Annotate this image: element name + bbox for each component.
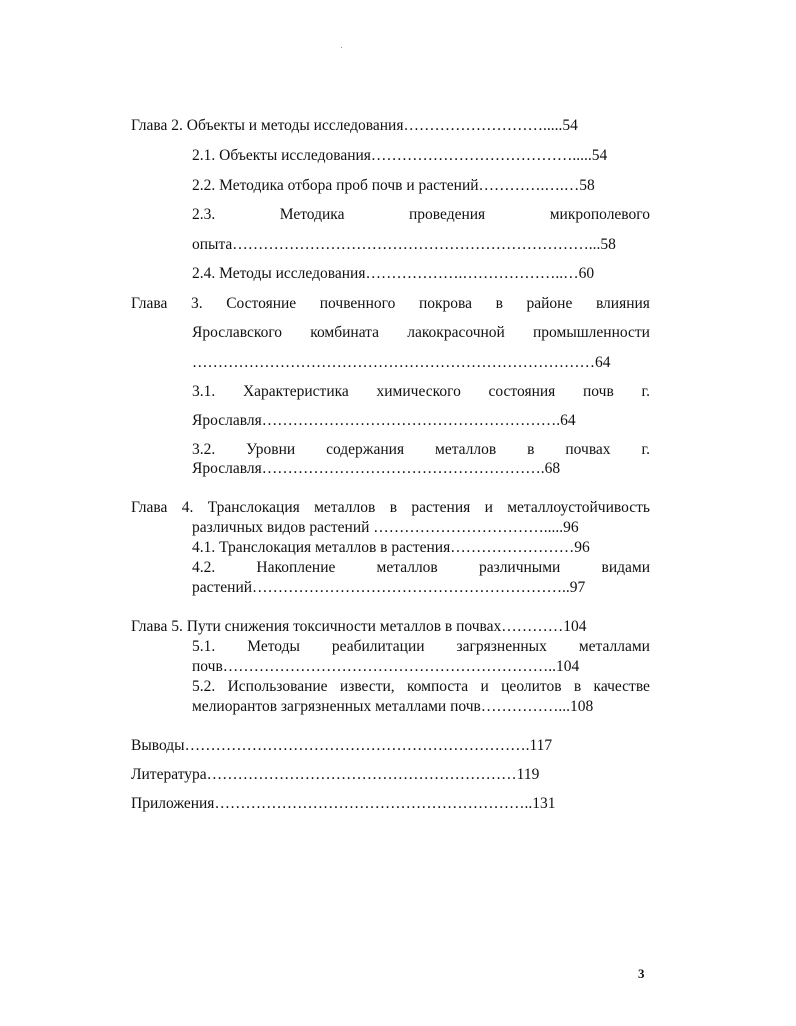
word: качестве xyxy=(593,678,650,695)
word: Методы xyxy=(247,638,300,655)
toc-section-3-1-cont: Ярославля………………………………………………….64 xyxy=(192,412,576,429)
word: Характеристика xyxy=(242,383,349,400)
word: металлоустойчивость xyxy=(507,499,650,516)
page-number: 3 xyxy=(638,966,645,981)
word: цеолитов xyxy=(501,678,562,695)
word: Уровни xyxy=(246,441,296,458)
toc-chapter-3-cont: ……………………………………………………………………64 xyxy=(192,354,611,371)
toc-section-2-4: 2.4. Методы исследования……………….………………..…60 xyxy=(192,265,595,282)
word: загрязненных xyxy=(456,638,547,655)
word: извести, xyxy=(339,678,395,695)
toc-section-2-1: 2.1. Объекты исследования………………………………….....54 xyxy=(192,147,608,164)
toc-section-4-1: 4.1. Транслокация металлов в растения……………………96 xyxy=(192,539,590,556)
word: и xyxy=(484,499,493,516)
word: в xyxy=(389,499,398,516)
word: содержания xyxy=(326,441,405,458)
word: металлами xyxy=(578,638,650,655)
word: Глава xyxy=(131,499,168,516)
word: почв xyxy=(583,383,614,400)
word: почвах xyxy=(565,441,611,458)
word: и xyxy=(480,678,489,695)
toc-chapter-2: Глава 2. Объекты и методы исследования……………………….....54 xyxy=(131,117,578,134)
word: комбината xyxy=(310,324,380,341)
toc-section-2-2: 2.2. Методика отбора проб почв и растений………….….…58 xyxy=(192,177,595,194)
word: 2.3. xyxy=(192,206,216,223)
word: растения xyxy=(411,499,471,516)
word: Транслокация xyxy=(207,499,300,516)
word: химического xyxy=(376,383,461,400)
toc-section-3-1 xyxy=(192,382,650,402)
word: компоста xyxy=(406,678,469,695)
word: различными xyxy=(478,559,561,576)
toc-chapter-5: Глава 5. Пути снижения токсичности металлов в почвах…………104 xyxy=(131,618,587,635)
toc-section-5-1 xyxy=(192,637,650,657)
word: лакокрасочной xyxy=(407,324,505,341)
scan-speck xyxy=(341,47,342,48)
toc-section-2-3 xyxy=(192,205,650,225)
word: в xyxy=(495,295,503,312)
toc-section-2-3-cont: опыта……………………………………………………………...58 xyxy=(192,236,616,253)
word: г. xyxy=(641,441,650,458)
toc-section-5-2-cont: мелиорантов загрязненных металлами почв……………...108 xyxy=(192,698,594,715)
word: 4.2. xyxy=(192,559,216,576)
toc-section-3-2-cont: Ярославля……………………………………………….68 xyxy=(192,460,561,477)
word: состояния xyxy=(488,383,556,400)
word: 3.2. xyxy=(192,441,216,458)
word: 5.1. xyxy=(192,638,216,655)
toc-section-4-2-cont: растений……………………………………………………..97 xyxy=(192,579,586,596)
toc-chapter-3-line-2 xyxy=(192,323,650,343)
toc-appendices: Приложения……………………………………………………..131 xyxy=(131,795,556,812)
word: в xyxy=(573,678,582,695)
toc-section-4-2 xyxy=(192,558,650,578)
word: микрополевого xyxy=(549,206,650,223)
word: Методика xyxy=(279,206,345,223)
word: Ярославского xyxy=(192,324,283,341)
word: районе xyxy=(526,295,573,312)
word: видами xyxy=(601,559,650,576)
word: металлов xyxy=(314,499,376,516)
word: реабилитации xyxy=(331,638,425,655)
word: Накопление xyxy=(256,559,336,576)
word: в xyxy=(527,441,535,458)
toc-conclusions: Выводы………………………………………………………….117 xyxy=(131,737,553,754)
word: почвенного xyxy=(319,295,396,312)
word: 3. xyxy=(190,295,203,312)
toc-chapter-4 xyxy=(131,498,650,518)
word: проведения xyxy=(409,206,486,223)
word: Использование xyxy=(227,678,328,695)
word: металлов xyxy=(435,441,497,458)
word: промышленности xyxy=(533,324,650,341)
toc-chapter-4-line-2: различных видов растений …………………………….....96 xyxy=(192,519,579,536)
word: Состояние xyxy=(226,295,297,312)
word: 5.2. xyxy=(192,678,216,695)
toc-chapter-3 xyxy=(131,294,650,314)
word: 4. xyxy=(181,499,194,516)
toc-section-3-2 xyxy=(192,440,650,460)
toc-section-5-2 xyxy=(192,677,650,697)
word: 3.1. xyxy=(192,383,216,400)
word: влияния xyxy=(595,295,650,312)
toc-literature: Литература……………………………………………………119 xyxy=(131,766,540,783)
word: металлов xyxy=(376,559,438,576)
toc-section-5-1-cont: почв………………………………………………………..104 xyxy=(192,658,580,675)
word: покрова xyxy=(418,295,473,312)
word: Глава xyxy=(131,295,168,312)
word: г. xyxy=(641,383,650,400)
